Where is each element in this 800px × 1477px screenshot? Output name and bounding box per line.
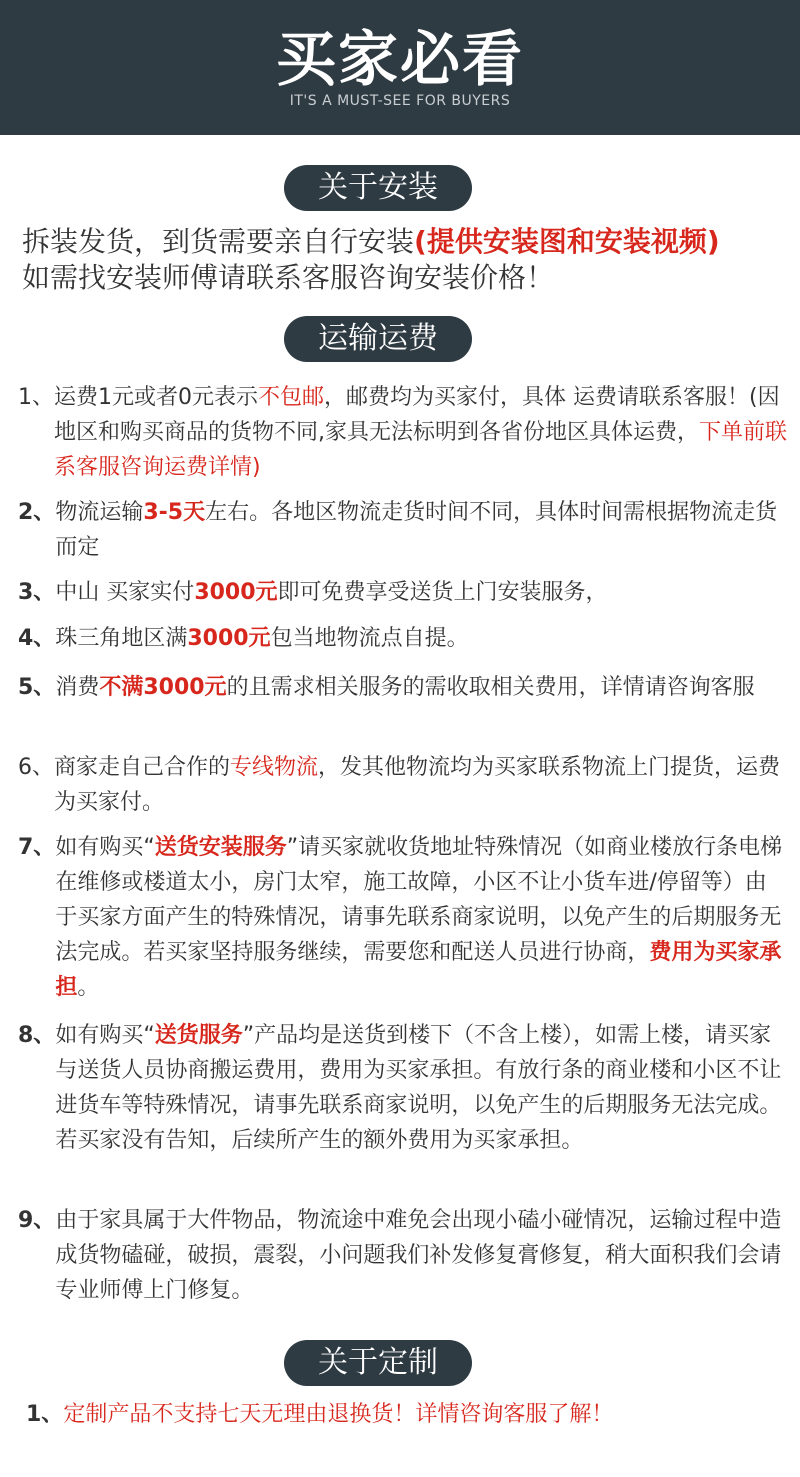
custom-notice-text: 定制产品不支持七天无理由退换货！详情咨询客服了解！ [63, 1402, 614, 1427]
shipping-item-4 [18, 621, 788, 656]
shipping-item-8 [18, 1018, 788, 1158]
item-highlight: 送货安装服务 [154, 835, 287, 860]
item-body [55, 1018, 788, 1158]
custom-item-1 [26, 1398, 786, 1432]
section-title-install: 关于安装 [284, 165, 472, 211]
item-highlight: 费用为买家承担 [55, 940, 782, 1000]
item-number: 3、 [18, 580, 56, 605]
item-highlight: 3000元 [194, 580, 278, 605]
item-text: 即可免费享受送货上门安装服务， [277, 580, 608, 605]
item-body: 由于家具属于大件物品，物流途中难免会出现小磕小碰情况，运输过程中造成货物磕碰，破损，震裂，小问题我们补发修复膏修复，稍大面积我们会请专业师傅上门修复。 [55, 1208, 782, 1303]
install-line-1-text: 拆装发货，到货需要亲自行安装 [22, 225, 415, 258]
install-line-1-highlight: (提供安装图和安装视频) [414, 225, 720, 258]
install-description [22, 224, 792, 296]
item-body [55, 670, 788, 705]
item-text: 包当地物流点自提。 [270, 626, 469, 651]
header-banner [0, 0, 800, 135]
item-text: 消费 [55, 675, 100, 700]
item-text: ”请买家就收货地址特殊情况（如商业楼放行条电梯在维修或楼道太小，房门太窄，施工故障，小区不让小货车进/停留等）由于买家方面产生的特殊情况，请事先联系商家说明，以免产生的后期服务无法完成。若买家坚持服务继续，需要您和配送人员进行协商， [55, 835, 783, 965]
section-title-custom: 关于定制 [284, 1340, 472, 1386]
item-text: 商家走自己合作的 [54, 755, 231, 780]
item-highlight: 不包邮 [258, 385, 325, 410]
item-highlight: 3000元 [187, 626, 271, 651]
shipping-item-3 [18, 575, 788, 610]
item-text: 左右。各地区物流走货时间不同，具体时间需根据物流走货而定 [55, 500, 778, 560]
item-body [55, 575, 788, 610]
item-highlight: 专线物流 [230, 755, 319, 780]
item-number: 4、 [18, 626, 56, 651]
shipping-item-5 [18, 670, 788, 705]
item-text: 物流运输 [55, 500, 144, 525]
item-number: 2、 [18, 500, 56, 525]
item-highlight: 送货服务 [154, 1023, 243, 1048]
item-text: ，发其他物流均为买家联系物流上门提货，运费为买家付。 [54, 755, 781, 815]
item-number: 5、 [18, 675, 56, 700]
item-highlight: 3-5天 [143, 500, 206, 525]
item-text: 运费1元或者0元表示 [54, 385, 258, 410]
item-highlight: 不满3000元 [99, 675, 227, 700]
section-title-shipping: 运输运费 [284, 316, 472, 362]
item-number: 8、 [18, 1023, 56, 1048]
item-highlight: 下单前联系客服咨询运费详情) [54, 420, 788, 480]
item-text: 中山 买家实付 [55, 580, 195, 605]
item-number: 1、 [18, 385, 54, 410]
item-text: ，邮费均为买家付，具体 运费请联系客服！(因地区和购买商品的货物不同,家具无法标明到各省份地区具体运费， [54, 385, 780, 445]
item-text: 如有购买“ [55, 1023, 155, 1048]
item-text: 如有购买“ [55, 835, 155, 860]
item-number: 1、 [26, 1402, 64, 1427]
item-text: 。 [77, 975, 100, 1000]
item-text: 的且需求相关服务的需收取相关费用，详情请咨询客服 [226, 675, 755, 700]
page-title: 买家必看 [276, 25, 524, 95]
item-body [55, 621, 788, 656]
install-line-2: 如需找安装师傅请联系客服咨询安装价格！ [22, 261, 555, 294]
item-number: 7、 [18, 835, 56, 860]
item-number: 6、 [18, 755, 54, 780]
item-body [54, 380, 788, 485]
page-subtitle: IT'S A MUST-SEE FOR BUYERS [289, 93, 511, 109]
shipping-item-7 [18, 830, 788, 1005]
item-body [54, 750, 788, 820]
shipping-item-9 [18, 1203, 788, 1308]
item-number: 9、 [18, 1208, 56, 1233]
item-text: ”产品均是送货到楼下（不含上楼），如需上楼，请买家与送货人员协商搬运费用，费用为买家承担。有放行条的商业楼和小区不让进货车等特殊情况，请事先联系商家说明，以免产生的后期服务无法完成。若买家没有告知，后续所产生的额外费用为买家承担。 [55, 1023, 782, 1153]
item-body [55, 495, 788, 565]
item-body [55, 830, 788, 1005]
shipping-item-6 [18, 750, 788, 820]
install-line-1 [22, 224, 792, 260]
shipping-item-1 [18, 380, 788, 485]
item-text: 珠三角地区满 [55, 626, 188, 651]
shipping-item-2 [18, 495, 788, 565]
